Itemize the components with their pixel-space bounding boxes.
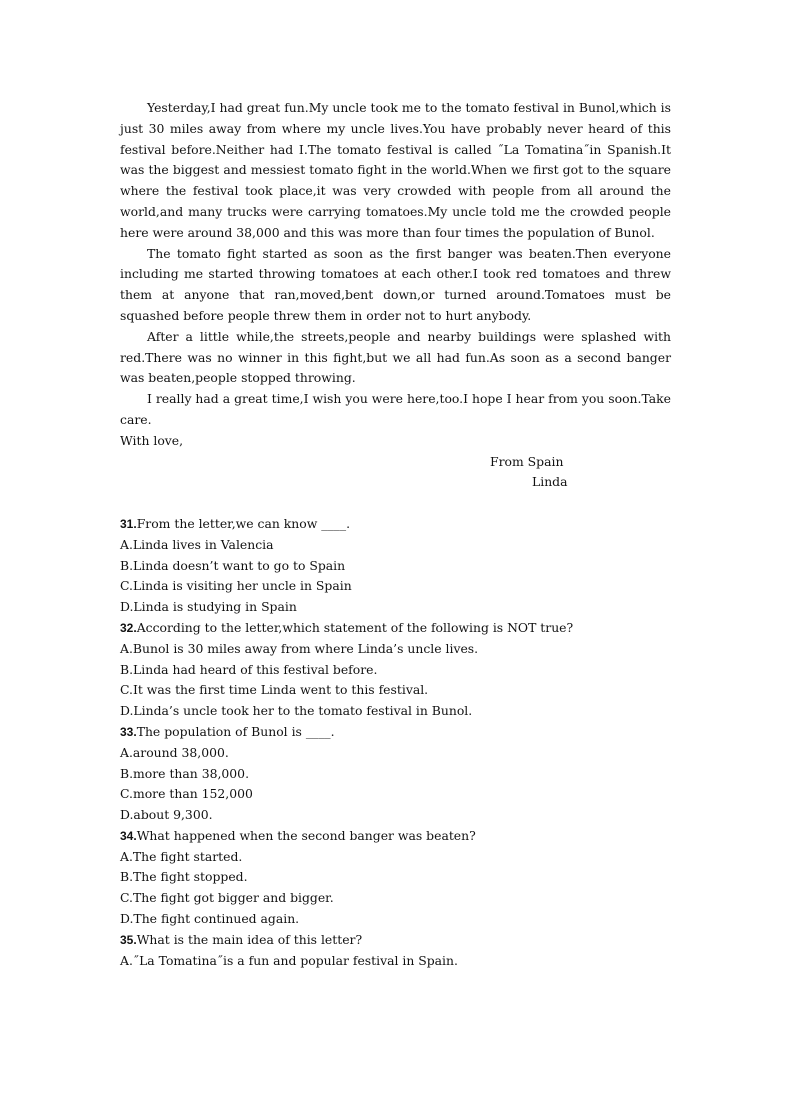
question-stem bbox=[120, 826, 671, 847]
option-d: D.about 9,300. bbox=[120, 807, 213, 823]
question-list bbox=[120, 514, 671, 972]
option-c: C.more than 152,000 bbox=[120, 786, 253, 802]
question-33 bbox=[120, 722, 671, 826]
option-b: B.Linda had heard of this festival before. bbox=[120, 661, 378, 677]
question-31 bbox=[120, 514, 671, 618]
option-d: D.Linda is studying in Spain bbox=[120, 599, 297, 615]
question-number: 34. bbox=[120, 828, 137, 843]
letter-paragraph-2: The tomato fight started as soon as the first banger was beaten.Then everyone including me started throwing tomatoes at each other.I took red tomatoes and threw them at anyone that ran,moved,bent down,or turned around.Tomatoes must be squashed before people threw them in order not to hurt anybody. bbox=[120, 245, 671, 323]
option-a: A.˝La Tomatina˝is a fun and popular festival in Spain. bbox=[120, 952, 458, 968]
option-c: C.The fight got bigger and bigger. bbox=[120, 890, 334, 906]
question-stem bbox=[120, 514, 671, 535]
question-number: 31. bbox=[120, 516, 137, 531]
question-number: 33. bbox=[120, 724, 137, 739]
option-d: D.Linda’s uncle took her to the tomato festival in Bunol. bbox=[120, 703, 473, 719]
question-text: The population of Bunol is ____. bbox=[136, 723, 335, 739]
spacer bbox=[120, 493, 671, 514]
option-c: C.Linda is visiting her uncle in Spain bbox=[120, 578, 352, 594]
question-number: 32. bbox=[120, 620, 137, 635]
question-text: From the letter,we can know ____. bbox=[136, 515, 351, 531]
option-a: A.Bunol is 30 miles away from where Linda’s uncle lives. bbox=[120, 640, 479, 656]
letter-signature: Linda bbox=[532, 474, 568, 490]
question-34 bbox=[120, 826, 671, 930]
question-text: What happened when the second banger was beaten? bbox=[136, 827, 476, 843]
question-32 bbox=[120, 618, 671, 722]
option-a: A.The fight started. bbox=[120, 848, 243, 864]
letter-from: From Spain bbox=[490, 453, 564, 469]
question-35 bbox=[120, 930, 671, 972]
question-number: 35. bbox=[120, 932, 137, 947]
option-b: B.The fight stopped. bbox=[120, 869, 248, 885]
question-text: According to the letter,which statement of the following is NOT true? bbox=[136, 619, 574, 635]
option-a: A.Linda lives in Valencia bbox=[120, 536, 274, 552]
option-c: C.It was the first time Linda went to this festival. bbox=[120, 682, 429, 698]
letter-paragraph-4: I really had a great time,I wish you were here,too.I hope I hear from you soon.Take care. bbox=[120, 391, 671, 427]
letter-paragraph-3: After a little while,the streets,people and nearby buildings were splashed with red.There was no winner in this fight,but we all had fun.As soon as a second banger was beaten,people stopped throwing. bbox=[120, 328, 671, 386]
question-stem bbox=[120, 930, 671, 951]
question-text: What is the main idea of this letter? bbox=[136, 931, 363, 947]
question-stem bbox=[120, 722, 671, 743]
letter-paragraph-1: Yesterday,I had great fun.My uncle took me to the tomato festival in Bunol,which is just 30 miles away from where my uncle lives.You have probably never heard of this festival before.Neither had I.The tomato festival is called ˝La Tomatina˝in Spanish.It was the biggest and messiest tomato fight in the world.When we first got to the square where the festival took place,it was very crowded with people from all around the world,and many trucks were carrying tomatoes.My uncle told me the crowded people here were around 38,000 and this was more than four times the population of Bunol. bbox=[120, 100, 671, 240]
option-a: A.around 38,000. bbox=[120, 744, 229, 760]
option-b: B.more than 38,000. bbox=[120, 765, 250, 781]
option-d: D.The fight continued again. bbox=[120, 911, 300, 927]
question-stem bbox=[120, 618, 671, 639]
letter-closing: With love, bbox=[120, 432, 184, 448]
option-b: B.Linda doesn’t want to go to Spain bbox=[120, 557, 346, 573]
letter bbox=[120, 98, 671, 493]
document-page bbox=[120, 98, 671, 971]
